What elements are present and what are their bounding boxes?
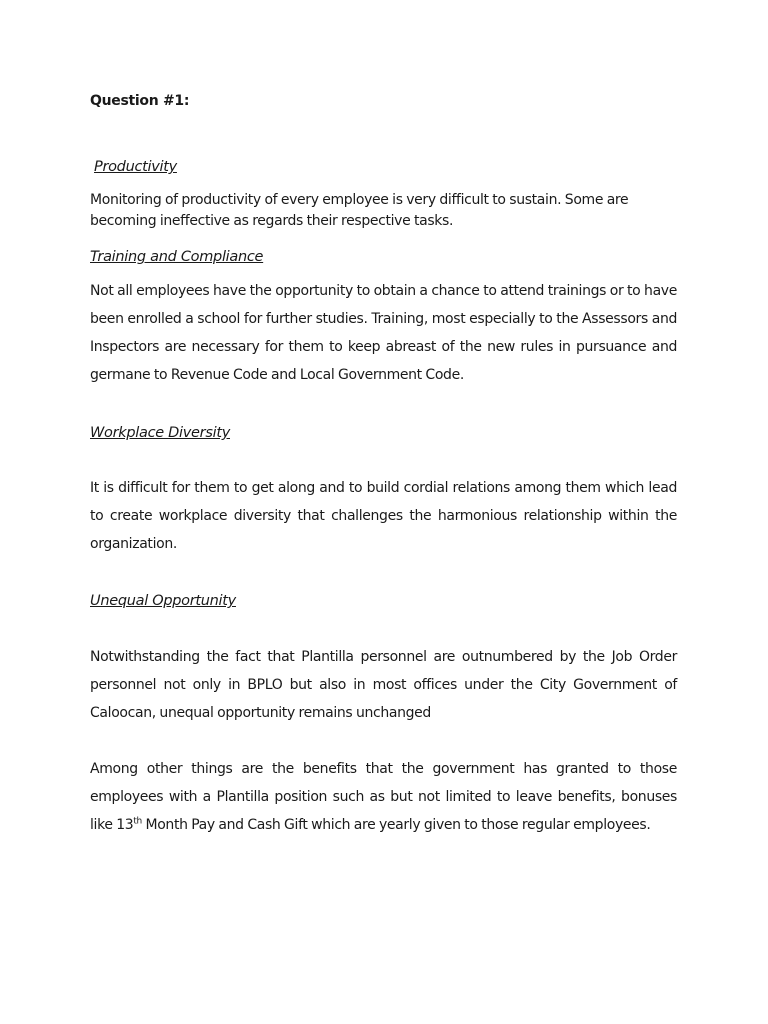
benefits-text-after: Month Pay and Cash Gift which are yearly given to those regular employees. [141, 817, 651, 833]
section-heading-unequal-opportunity: Unequal Opportunity [90, 593, 236, 609]
section-heading-workplace-diversity: Workplace Diversity [90, 425, 230, 441]
section-heading-productivity: Productivity [94, 159, 177, 175]
paragraph-training-and-compliance: Not all employees have the opportunity to obtain a chance to attend trainings or to have been enrolled a school for further studies. Training, most especially to the Assessors and Inspectors are necessary for them to keep abreast of the new rules in pursuance and germane to Revenue Code and Local Government Code. [90, 283, 677, 383]
paragraph-productivity: Monitoring of productivity of every employee is very difficult to sustain. Some are becoming ineffective as regards their respective tasks. [90, 192, 629, 229]
question-heading: Question #1: [90, 93, 190, 109]
benefits-text-before: Among other things are the benefits that the government has granted to those employees with a Plantilla position such as but not limited to leave benefits, bonuses like 13 [90, 761, 677, 833]
paragraph-workplace-diversity: It is difficult for them to get along and to build cordial relations among them which lead to create workplace diversity that challenges the harmonious relationship within the organization. [90, 480, 677, 552]
paragraph-benefits [90, 755, 677, 839]
benefits-ordinal-superscript: th [133, 816, 142, 827]
paragraph-unequal-opportunity: Notwithstanding the fact that Plantilla personnel are outnumbered by the Job Order personnel not only in BPLO but also in most offices under the City Government of Caloocan, unequal opportunity remains unchanged [90, 649, 677, 721]
section-heading-training-and-compliance: Training and Compliance [90, 249, 264, 265]
